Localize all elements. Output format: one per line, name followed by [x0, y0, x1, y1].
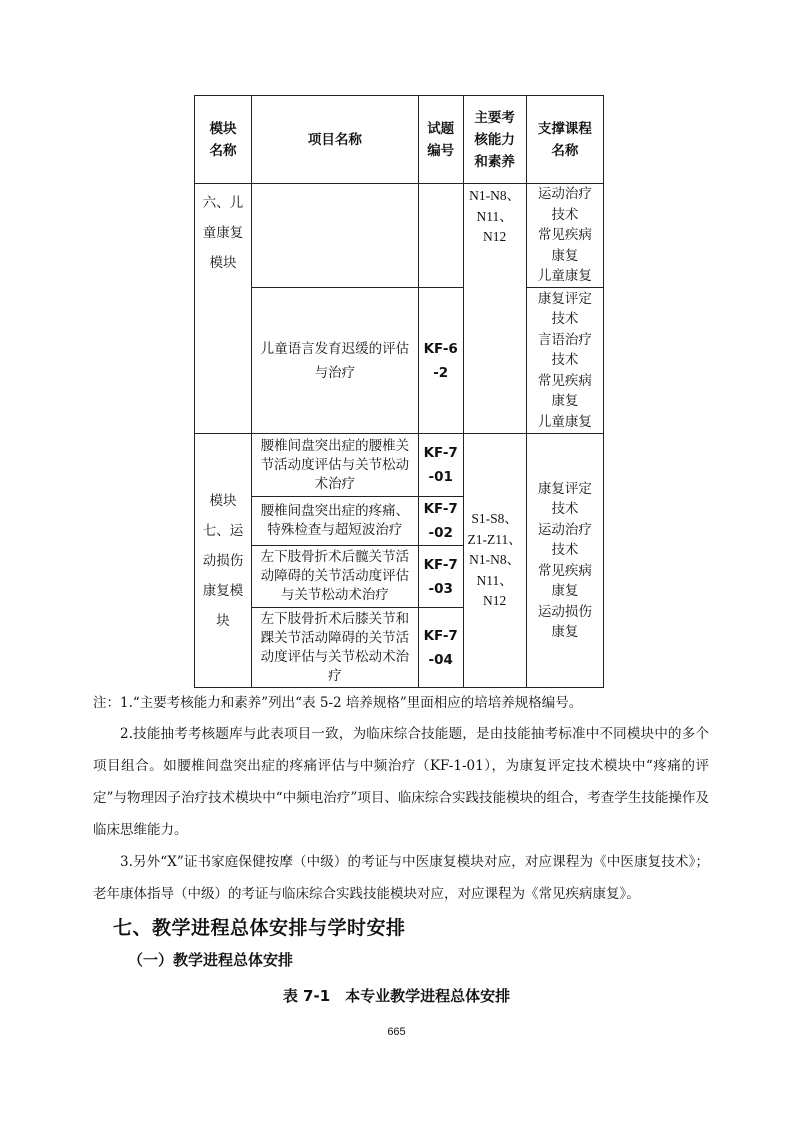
- cell-text-line: 运动损伤: [537, 603, 592, 620]
- cell-text-line: 六、儿: [202, 195, 244, 211]
- page-number: 665: [387, 1026, 406, 1038]
- module6-row2-course: [526, 288, 603, 434]
- module7-row2-code: [418, 497, 463, 546]
- cell-text-line: N11、N12: [476, 208, 513, 244]
- module7-name-cell: [195, 434, 252, 688]
- cell-text-line: 术治疗: [314, 475, 356, 492]
- table-row: [195, 184, 604, 288]
- cell-text-line: 童康复: [202, 225, 244, 241]
- cell-text-line: 节活动度评估与关节松动: [260, 456, 410, 473]
- module7-ability-cell: [463, 434, 526, 688]
- cell-text-line: 技术: [551, 352, 579, 369]
- cell-text-line: S1-S8、: [471, 511, 518, 527]
- cell-text-line: 技术: [551, 206, 579, 223]
- header-course: 支撑课程名称: [526, 96, 603, 184]
- cell-text-line: 特殊检查与超短波治疗: [267, 522, 403, 538]
- cell-text-line: 腰椎间盘突出症的腰椎关: [260, 437, 410, 454]
- header-module: 模块名称: [195, 96, 252, 184]
- cell-text-line: 左下肢骨折术后髋关节活: [260, 549, 410, 565]
- cell-text-line: -03: [428, 580, 453, 597]
- cell-text-line: 康复: [551, 583, 579, 599]
- module7-row1-project: [251, 434, 418, 497]
- module6-row2-code: [418, 288, 463, 434]
- cell-text-line: 常见疾病: [537, 372, 592, 389]
- cell-text-line: -04: [428, 651, 453, 668]
- module6-ability-cell: [463, 184, 526, 434]
- cell-text-line: 儿童语言发育迟缓的评估: [260, 340, 410, 357]
- cell-text-line: 技术: [551, 311, 579, 328]
- cell-text-line: 动障碍的关节活动度评估: [260, 568, 410, 584]
- assessment-table: [194, 95, 604, 688]
- module7-row3-code: [418, 546, 463, 608]
- cell-text-line: KF-6: [423, 340, 458, 357]
- cell-text-line: 运动治疗: [537, 186, 592, 203]
- cell-text-line: 言语治疗: [537, 331, 592, 348]
- table-row: [195, 434, 604, 497]
- module6-row1-project: [251, 184, 418, 288]
- cell-text-line: 康复模: [202, 582, 244, 599]
- module7-course-cell: [526, 434, 603, 688]
- cell-text-line: 康复评定: [537, 480, 592, 497]
- cell-text-line: 块: [216, 612, 230, 629]
- cell-text-line: N1-N8、: [469, 188, 521, 203]
- cell-text-line: Z1-Z11、: [467, 531, 522, 547]
- cell-text-line: 常见疾病: [537, 562, 592, 579]
- cell-text-line: KF-7: [423, 445, 458, 461]
- module7-row4-project: [251, 608, 418, 688]
- table-row: [195, 288, 604, 434]
- cell-text-line: 技术: [551, 542, 579, 558]
- cell-text-line: 康复: [551, 247, 579, 264]
- cell-text-line: 动度评估与关节松动术治: [260, 648, 410, 665]
- cell-text-line: 常见疾病: [537, 227, 592, 244]
- cell-text-line: 左下肢骨折术后膝关节和: [260, 610, 410, 627]
- cell-text-line: 技术: [551, 501, 579, 517]
- note-1: 注：1.“主要考核能力和素养”列出“表 5-2 培养规格”里面相应的培培养规格编号。: [93, 695, 583, 711]
- cell-text-line: 康复: [551, 624, 579, 640]
- module7-row3-project: [251, 546, 418, 608]
- cell-text-line: -02: [428, 525, 453, 541]
- cell-text-line: 疗: [328, 667, 342, 684]
- cell-text-line: 儿童康复: [537, 268, 592, 285]
- section-title: 七、教学进程总体安排与学时安排: [113, 917, 406, 939]
- cell-text-line: N11、N12: [476, 572, 513, 609]
- cell-text-line: KF-7: [423, 627, 458, 644]
- cell-text-line: 动损伤: [202, 552, 244, 569]
- header-ability: 主要考核能力和素养: [463, 96, 526, 184]
- note-3: 3.另外“X”证书家庭保健按摩（中级）的考证与中医康复模块对应，对应课程为《中医康复技术》；老年康体指导（中级）的考证与临床综合实践技能模块对应，对应课程为《常见疾病康复》。: [93, 854, 709, 902]
- cell-text-line: 康复: [551, 393, 579, 410]
- cell-text-line: 模块: [209, 492, 237, 509]
- note-2: 2.技能抽考考核题库与此表项目一致，为临床综合技能题，是由技能抽考标准中不同模块中的多个项目组合。如腰椎间盘突出症的疼痛评估与中频治疗（KF-1-01），为康复评定技术模块中“疼痛的评定”与物理因子治疗技术模块中“中频电治疗”项目、临床综合实践技能模块的组合，考查学生技能操作及临床思维能力。: [93, 726, 709, 838]
- table-header-row: [195, 96, 604, 184]
- cell-text-line: 与关节松动术治疗: [280, 587, 389, 603]
- cell-text-line: 踝关节活动障碍的关节活: [260, 629, 410, 646]
- table-caption: 表 7-1 本专业教学进程总体安排: [282, 987, 511, 1005]
- cell-text-line: 七、运: [202, 522, 244, 539]
- module6-row1-course: [526, 184, 603, 288]
- cell-text-line: KF-7: [423, 556, 458, 573]
- subsection-title: （一）教学进程总体安排: [128, 951, 294, 969]
- cell-text-line: 运动治疗: [537, 521, 592, 538]
- cell-text-line: N1-N8、: [469, 552, 521, 568]
- cell-text-line: 腰椎间盘突出症的疼痛、: [260, 503, 410, 519]
- header-code: 试题编号: [418, 96, 463, 184]
- cell-text-line: 康复评定: [537, 290, 592, 307]
- cell-text-line: 与治疗: [314, 364, 356, 381]
- module6-row1-code: [418, 184, 463, 288]
- module7-row2-project: [251, 497, 418, 546]
- cell-text-line: 儿童康复: [537, 413, 592, 430]
- cell-text-line: -01: [428, 469, 453, 485]
- module6-row2-project: [251, 288, 418, 434]
- module7-row1-code: [418, 434, 463, 497]
- cell-text-line: KF-7: [423, 501, 458, 517]
- header-project: 项目名称: [251, 96, 418, 184]
- cell-text-line: -2: [433, 364, 449, 381]
- cell-text-line: 模块: [209, 255, 237, 271]
- module6-name-cell: [195, 184, 252, 434]
- module7-row4-code: [418, 608, 463, 688]
